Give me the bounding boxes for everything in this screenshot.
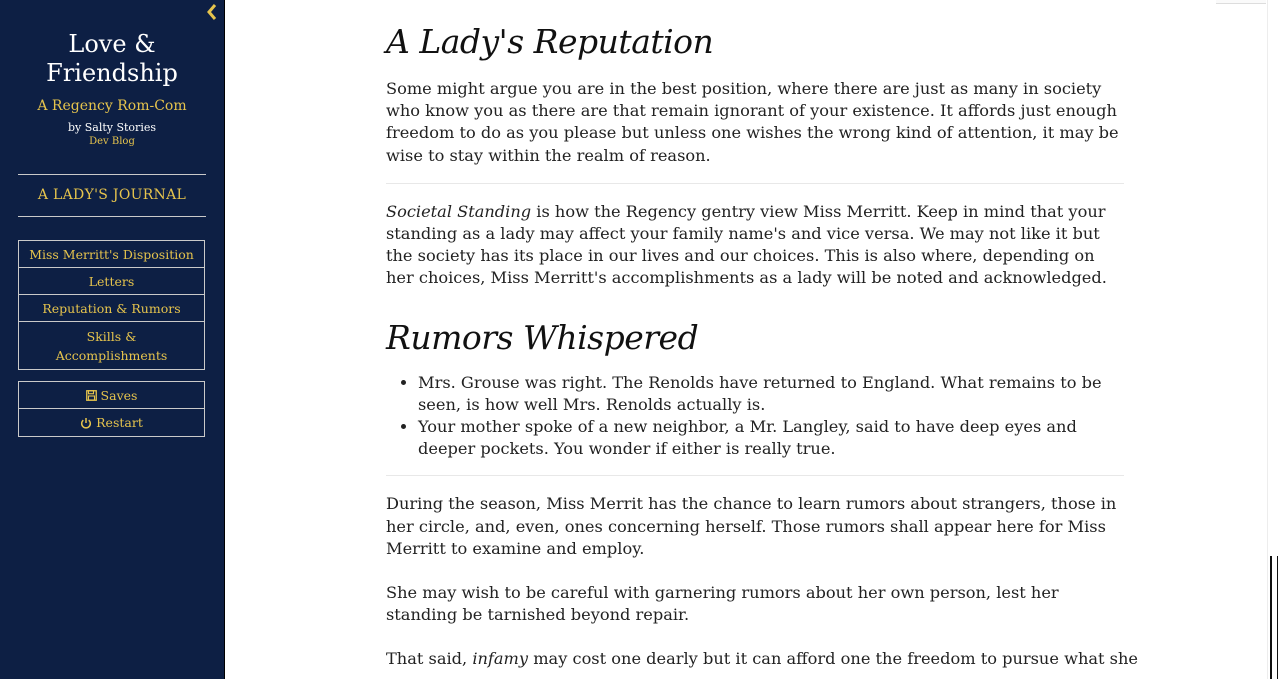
menu-item-skills[interactable]: Skills & Accomplishments: [55, 328, 168, 363]
chevron-left-icon[interactable]: [203, 2, 221, 22]
infamy-term: infamy: [472, 649, 529, 669]
divider: [18, 174, 206, 175]
menu-item-reputation[interactable]: Reputation & Rumors: [19, 295, 204, 322]
standing-paragraph: [386, 201, 1126, 290]
saves-button[interactable]: [19, 382, 204, 409]
save-icon: [86, 390, 97, 401]
menu-item-letters[interactable]: Letters: [19, 268, 204, 295]
dev-blog-link[interactable]: Dev Blog: [89, 136, 135, 147]
divider: [18, 216, 206, 217]
actions-menu: [18, 381, 205, 437]
heading-reputation: A Lady's Reputation: [386, 22, 714, 61]
story-title: Love & Friendship: [46, 30, 178, 87]
power-icon: [80, 417, 92, 429]
divider: [386, 183, 1124, 184]
standing-text: is how the Regency gentry view Miss Merritt. Keep in mind that your standing as a lady may affect your family name's and vice versa. We may not like it but the society has its place in our lives and our choices. This is also where, depending on her choices, Miss Merritt's accomplishments as a lady will be noted and acknowledged.: [386, 201, 1107, 288]
infamy-text-start: That said,: [386, 649, 473, 669]
heading-rumors: Rumors Whispered: [386, 317, 699, 357]
story-author: by Salty Stories: [67, 121, 156, 134]
divider: [386, 475, 1124, 476]
rumors-list: [386, 372, 1126, 461]
scrollbar-thumb[interactable]: [1270, 556, 1278, 679]
rumors-paragraph: During the season, Miss Merrit has the chance to learn rumors about strangers, those in her circle, and, even, ones concerning herself. Those rumors shall appear here for Miss Merritt to examine and employ.: [386, 494, 1117, 558]
journal-content: [386, 0, 1138, 671]
scrollbar[interactable]: [1267, 0, 1280, 679]
restart-button[interactable]: [19, 409, 204, 436]
rumor-item: • Your mother spoke of a new neighbor, a Mr. Langley, said to have deep eyes and deeper pockets. You wonder if either is really true.: [418, 416, 1126, 460]
infamy-text: may cost one dearly but it can afford one the freedom to pursue what she: [528, 649, 1138, 669]
corner-tab: [1216, 0, 1266, 4]
saves-label: Saves: [100, 387, 138, 403]
journal-title: A LADY'S JOURNAL: [37, 187, 187, 203]
rumor-item: • Mrs. Grouse was right. The Renolds have returned to England. What remains to be seen, is how well Mrs. Renolds actually is.: [418, 372, 1126, 416]
story-subtitle: A Regency Rom-Com: [37, 98, 187, 114]
restart-label: Restart: [96, 415, 143, 430]
journal-menu: [18, 240, 205, 370]
caution-paragraph: She may wish to be careful with garnering rumors about her own person, lest her standing be tarnished beyond repair.: [386, 583, 1059, 625]
infamy-paragraph: [386, 648, 1138, 670]
societal-standing-term: Societal Standing: [386, 201, 532, 221]
menu-item-disposition[interactable]: Miss Merritt's Disposition: [19, 241, 204, 268]
sidebar: [0, 0, 225, 679]
reputation-paragraph: Some might argue you are in the best position, where there are just as many in society who know you as there are that remain ignorant of your existence. It affords just enough freedom to do as you please but unless one wishes the wrong kind of attention, it may be wise to stay within the realm of reason.: [386, 79, 1119, 165]
